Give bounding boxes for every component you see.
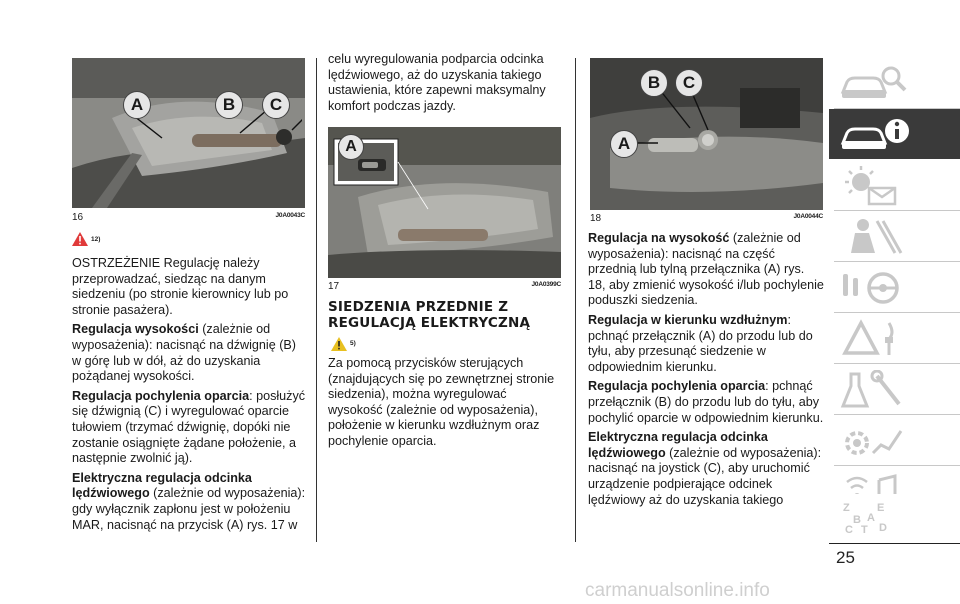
- power-seat-paragraph: Za pomocą przycisków sterujących (znajdujących się po zewnętrznej stronie siedzenia), można wyregulować wysokość (zależnie od wyposażenia), położenie w kierunku wzdłużnym oraz pochylenie oparcia.: [328, 356, 555, 448]
- figure-number: 18: [590, 213, 602, 224]
- figure-18-photo: [590, 58, 823, 210]
- figure-16-caption: [72, 212, 305, 223]
- callout-b: B: [640, 69, 668, 97]
- tab-getting-to-know[interactable]: [829, 58, 960, 108]
- watermark: carmanualsonline.info: [585, 580, 770, 601]
- figure-code: J0A0399C: [531, 281, 561, 288]
- figure-number: 17: [328, 281, 340, 292]
- figure-17-photo: [328, 127, 561, 278]
- index-letter: D: [879, 522, 887, 534]
- tab-index[interactable]: [829, 494, 960, 540]
- callout-a: A: [123, 91, 151, 119]
- car-search-icon: [839, 64, 909, 104]
- callout-c: C: [262, 91, 290, 119]
- term: lędźwiowego: [588, 445, 666, 460]
- callout-c: C: [675, 69, 703, 97]
- section-title-line-1: SIEDZENIA PRZEDNIE Z: [328, 299, 509, 315]
- column-3-text: [588, 231, 824, 512]
- warning-lights-icon: [839, 166, 909, 206]
- figure-17-caption: [328, 281, 561, 292]
- callout-b: B: [215, 91, 243, 119]
- page-number: 25: [836, 548, 855, 567]
- page-number-rule: [829, 543, 960, 544]
- warning-paragraph: OSTRZEŻENIE Regulację należy przeprowadzać, siedząc na danym siedzeniu (po stronie kierownicy lub po stronie pasażera).: [72, 256, 289, 317]
- lumbar-adjust-paragraph: [588, 430, 824, 508]
- column-divider: [575, 58, 576, 542]
- longitudinal-adjust-paragraph: [588, 313, 824, 375]
- term: Elektryczna regulacja odcinka: [72, 470, 252, 485]
- body-text: : posłużyć się dźwignią (C) i wyregulować oparcie tułowiem (trzymać dźwignię, dopóki nie zostanie osiągnięte żądane położenie, a następnie zwolnić ją).: [72, 388, 306, 466]
- figure-18-caption: [590, 213, 823, 224]
- tab-vehicle-info[interactable]: [829, 109, 960, 159]
- lumbar-adjust-paragraph: [72, 471, 308, 533]
- section-title-line-2: REGULACJĄ ELEKTRYCZNĄ: [328, 315, 531, 331]
- backrest-adjust-paragraph: [72, 389, 308, 467]
- term: Regulacja wysokości: [72, 322, 199, 337]
- term: lędźwiowego: [72, 486, 150, 501]
- index-letter: Z: [843, 502, 850, 514]
- term: Regulacja w kierunku wzdłużnym: [588, 312, 788, 327]
- section-title: [328, 299, 568, 331]
- term: Elektryczna regulacja odcinka: [588, 430, 768, 445]
- body-text: (zależnie od wyposażenia): nacisnąć na joystick (C), aby uruchomić urządzenie podpierające odcinek lędźwiowy aż do uzyskania takiego: [588, 445, 822, 507]
- term: Regulacja pochylenia oparcia: [72, 388, 250, 403]
- tab-safety[interactable]: [829, 211, 960, 261]
- callout-a: A: [610, 130, 638, 158]
- gear-chart-icon: [839, 421, 909, 461]
- tab-maintenance[interactable]: [829, 364, 960, 414]
- emergency-triangle-icon: [839, 319, 909, 359]
- column-2-bottom-text: [328, 356, 564, 454]
- warning-icon: [331, 337, 347, 351]
- warning-icon: [72, 232, 88, 246]
- index-letter: A: [867, 512, 875, 524]
- height-adjust-paragraph: [72, 322, 308, 384]
- column-divider: [316, 58, 317, 542]
- body-text: (zależnie od wyposażenia): nacisnąć na dźwignię (B) w górę lub w dół, aż do uzyskania pożądanej wysokości.: [72, 322, 297, 384]
- figure-16-photo: [72, 58, 305, 208]
- body-text: (zależnie od wyposażenia): gdy wyłącznik zapłonu jest w położeniu MAR, nacisnąć na przycisk (A) rys. 17 w: [72, 486, 306, 532]
- backrest-adjust-paragraph: [588, 379, 824, 426]
- figure-code: J0A0044C: [793, 213, 823, 220]
- safety-person-icon: [839, 217, 909, 257]
- warning-ref: 5): [350, 340, 356, 347]
- tab-starting-driving[interactable]: [829, 262, 960, 312]
- figure-number: 16: [72, 212, 84, 223]
- tab-warning-lights[interactable]: [829, 160, 960, 210]
- index-letter: C: [845, 524, 853, 536]
- callout-a: A: [338, 134, 364, 160]
- tab-emergency[interactable]: [829, 313, 960, 363]
- term: Regulacja na wysokość: [588, 231, 730, 245]
- body-text: : pchnąć przełącznik (B) do przodu lub do tyłu, aby pochylić oparcie w odpowiednim kierunku.: [588, 379, 824, 425]
- maintenance-tools-icon: [839, 370, 909, 410]
- body-text: (zależnie od wyposażenia): nacisnąć na część przednią lub tylną przełącznika (A) rys. 18, aby zmienić wysokość i/lub pochylenie poduszki siedzenia.: [588, 231, 824, 308]
- term: Regulacja pochylenia oparcia: [588, 379, 766, 394]
- index-letter: B: [853, 514, 861, 526]
- index-letters-icon: [839, 502, 899, 536]
- figure-code: J0A0043C: [275, 212, 305, 219]
- height-adjust-paragraph: [588, 231, 824, 309]
- steering-wheel-icon: [839, 268, 909, 308]
- lumbar-continued-paragraph: celu wyregulowania podparcia odcinka lędźwiowego, aż do uzyskania takiego ustawienia, które zapewni maksymalny komfort podczas jazdy.: [328, 52, 546, 113]
- tab-technical-data[interactable]: [829, 415, 960, 465]
- column-1-text: [72, 256, 308, 537]
- index-letter: E: [877, 502, 885, 514]
- body-text: : pchnąć przełącznik (A) do przodu lub do tyłu, aby przesunąć siedzenie w odpowiednim kierunku.: [588, 312, 813, 374]
- car-info-icon: [839, 115, 914, 155]
- column-2-top-text: [328, 52, 564, 118]
- warning-ref: 12): [91, 236, 101, 243]
- index-letter: T: [861, 524, 868, 536]
